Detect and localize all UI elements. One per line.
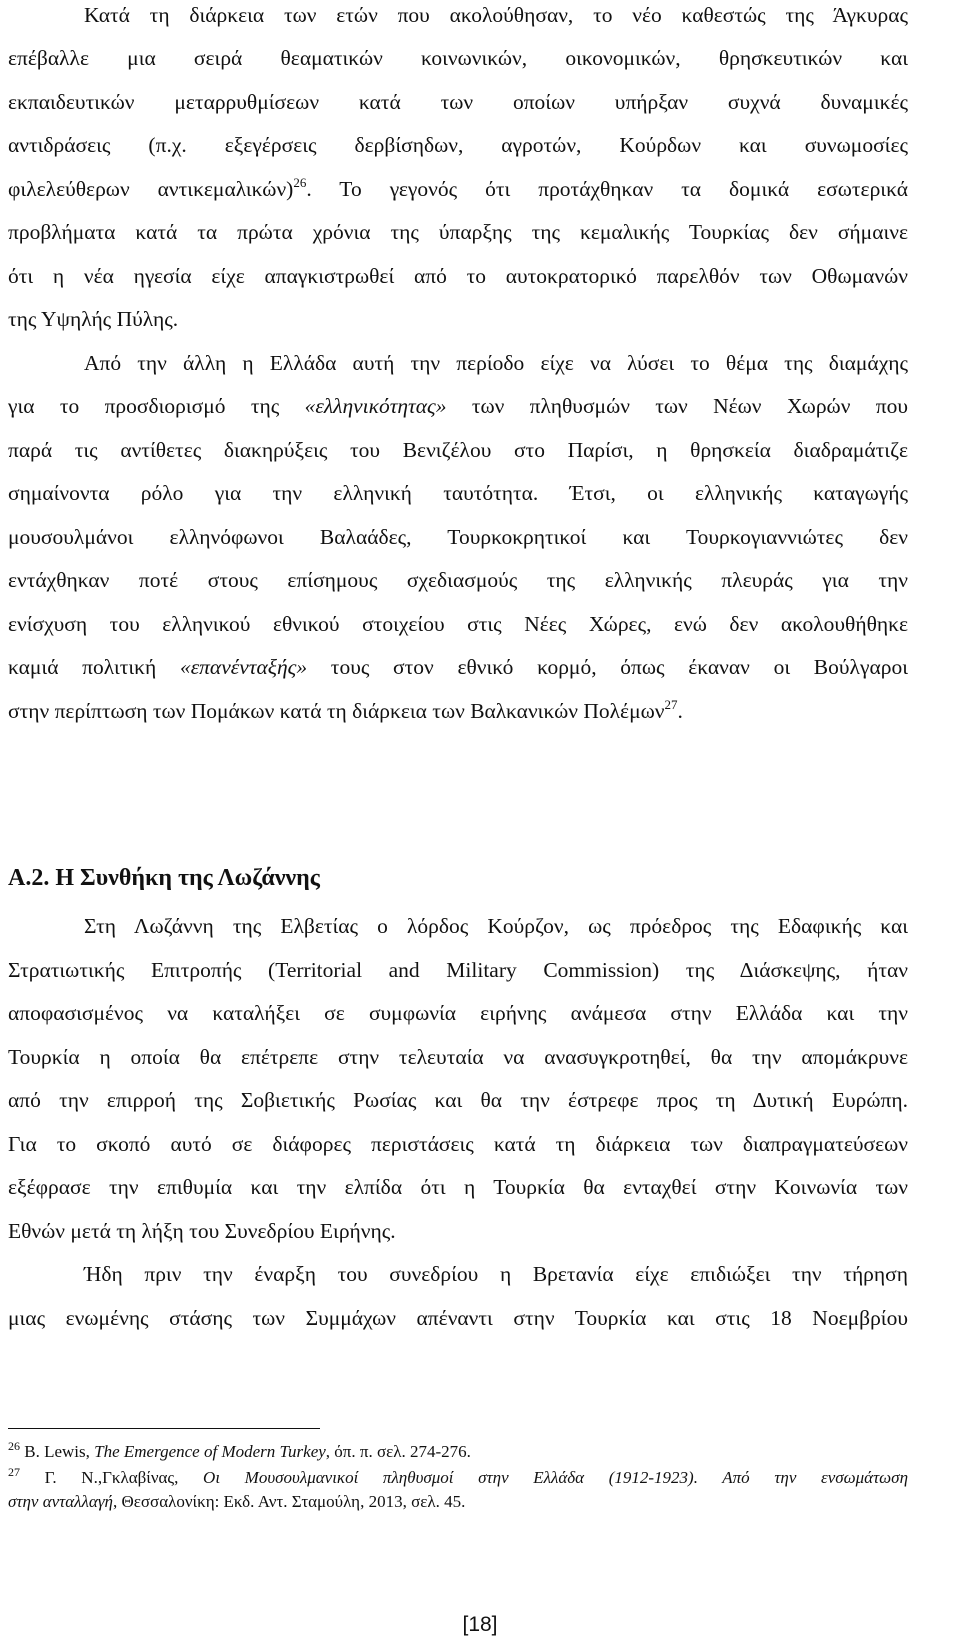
footnote-title: The Emergence of Modern Turkey <box>94 1442 326 1461</box>
text-line: μιας ενωμένης στάσης των Συμμάχων απέναντι στην Τουρκία και στις 18 Νοεμβρίου <box>8 1306 908 1330</box>
text-line: Τουρκία η οποία θα επέτρεπε στην τελευταία να ανασυγκροτηθεί, θα την απομάκρυνε <box>8 1045 908 1069</box>
text-span: . <box>677 699 683 723</box>
text-line: Στρατιωτικής Επιτροπής (Territorial and Military Commission) της Διάσκεψης, ήταν <box>8 958 908 982</box>
text-line: εξέφρασε την επιθυμία και την ελπίδα ότι η Τουρκία θα ενταχθεί στην Κοινωνία των <box>8 1175 908 1199</box>
text-span: φιλελεύθερων αντικεμαλικών) <box>8 177 294 201</box>
footnote-number: 26 <box>8 1439 20 1453</box>
footnote-title: Οι Μουσουλμανικοί πληθυσμοί στην Ελλάδα (1912-1923). Από την ενσωμάτωση <box>203 1468 908 1487</box>
text-line: Από την άλλη η Ελλάδα αυτή την περίοδο είχε να λύσει το θέμα της διαμάχης <box>84 351 908 375</box>
footnote-number: 27 <box>8 1465 20 1479</box>
footnote-27-line1 <box>8 1467 908 1489</box>
text-span: τους στον εθνικό κορμό, όπως έκαναν οι Βούλγαροι <box>307 655 908 679</box>
text-line: προβλήματα κατά τα πρώτα χρόνια της ύπαρξης της κεμαλικής Τουρκίας δεν σήμαινε <box>8 220 908 244</box>
text-line <box>8 393 908 419</box>
footnote-text: , όπ. π. σελ. 274-276. <box>325 1442 471 1461</box>
text-span: των πληθυσμών των Νέων Χωρών που <box>446 394 908 418</box>
footnote-ref-26[interactable]: 26 <box>293 175 307 190</box>
text-span: . Το γεγονός ότι προτάχθηκαν τα δομικά εσωτερικά <box>306 177 908 201</box>
text-line <box>8 654 908 680</box>
text-line: Στη Λωζάννη της Ελβετίας ο λόρδος Κούρζον, ως πρόεδρος της Εδαφικής και <box>84 914 908 938</box>
footnote-text: Γ. Ν.,Γκλαβίνας, <box>20 1468 204 1487</box>
footnote-separator <box>8 1428 320 1429</box>
text-span: στην περίπτωση των Πομάκων κατά τη διάρκεια των Βαλκανικών Πολέμων <box>8 699 665 723</box>
text-line: Για το σκοπό αυτό σε διάφορες περιστάσεις κατά τη διάρκεια των διαπραγματεύσεων <box>8 1132 908 1156</box>
text-line: παρά τις αντίθετες διακηρύξεις του Βενιζέλου στο Παρίσι, η θρησκεία διαδραμάτιζε <box>8 438 908 462</box>
text-line: εκπαιδευτικών μεταρρυθμίσεων κατά των οποίων υπήρξαν συχνά δυναμικές <box>8 90 908 114</box>
text-line <box>8 176 908 202</box>
text-line: επέβαλλε μια σειρά θεαματικών κοινωνικών, οικονομικών, θρησκευτικών και <box>8 46 908 70</box>
text-line: ενίσχυση του ελληνικού εθνικού στοιχείου στις Νέες Χώρες, ενώ δεν ακολουθήθηκε <box>8 612 908 636</box>
text-line: της Υψηλής Πύλης. <box>8 307 179 331</box>
section-heading: Α.2. Η Συνθήκη της Λωζάννης <box>8 865 320 891</box>
footnote-text: B. Lewis, <box>20 1442 95 1461</box>
text-line: Ήδη πριν την έναρξη του συνεδρίου η Βρετανία είχε επιδιώξει την τήρηση <box>84 1262 908 1286</box>
text-line: αντιδράσεις (π.χ. εξεγέρσεις δερβίσηδων, αγροτών, Κούρδων και συνωμοσίες <box>8 133 908 157</box>
text-span: καμιά πολιτική <box>8 655 180 679</box>
text-line: εντάχθηκαν ποτέ στους επίσημους σχεδιασμούς της ελληνικής πλευράς για την <box>8 568 908 592</box>
text-line <box>8 698 908 724</box>
footnote-title: στην ανταλλαγή <box>8 1492 113 1511</box>
page-number: [18] <box>462 1613 498 1636</box>
italic-term: «επανένταξής» <box>179 655 308 679</box>
text-line: Εθνών μετά τη λήξη του Συνεδρίου Ειρήνης. <box>8 1219 396 1243</box>
text-line: μουσουλμάνοι ελληνόφωνοι Βαλαάδες, Τουρκοκρητικοί και Τουρκογιαννιώτες δεν <box>8 525 908 549</box>
text-line: Κατά τη διάρκεια των ετών που ακολούθησαν, το νέο καθεστώς της Άγκυρας <box>84 3 908 27</box>
italic-term: «ελληνικότητας» <box>304 394 447 418</box>
text-line: αποφασισμένος να καταλήξει σε συμφωνία ειρήνης ανάμεσα στην Ελλάδα και την <box>8 1001 908 1025</box>
text-line: σημαίνοντα ρόλο για την ελληνική ταυτότητα. Έτσι, οι ελληνικής καταγωγής <box>8 481 908 505</box>
text-span: για το προσδιορισμό της <box>8 394 305 418</box>
text-line: από την επιρροή της Σοβιετικής Ρωσίας και θα την έστρεφε προς τη Δυτική Ευρώπη. <box>8 1088 908 1112</box>
footnote-text: , Θεσσαλονίκη: Εκδ. Αντ. Σταμούλη, 2013, σελ. 45. <box>112 1492 466 1511</box>
footnote-27-line2 <box>8 1491 908 1513</box>
text-line: ότι η νέα ηγεσία είχε απαγκιστρωθεί από το αυτοκρατορικό παρελθόν των Οθωμανών <box>8 264 908 288</box>
footnote-26 <box>8 1441 908 1463</box>
footnote-ref-27[interactable]: 27 <box>664 697 678 712</box>
